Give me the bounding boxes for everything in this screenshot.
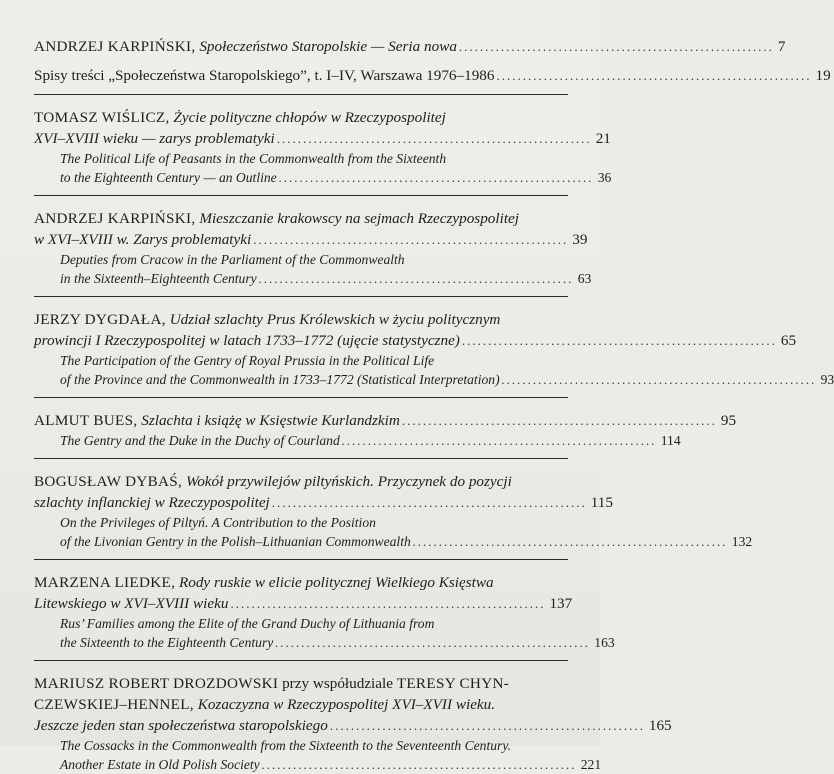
- leader-dots: ............................................................: [458, 39, 774, 54]
- leader-dots: ............................................................: [276, 131, 592, 146]
- entry-page: 65: [780, 332, 797, 349]
- entry-title: Społeczeństwo Staropolskie — Seria nowa: [199, 38, 457, 55]
- leader-dots: ............................................................: [258, 271, 574, 286]
- entry-title-line: Wokół przywilejów piltyńskich. Przyczynek do pozycji: [185, 473, 512, 490]
- translation-line: to the Eighteenth Century — an Outline: [60, 170, 277, 185]
- toc-entry-wislicz: [34, 107, 612, 187]
- entry-title-line: Kozaczyzna w Rzeczypospolitej XVI–XVII wieku.: [197, 696, 496, 713]
- divider: [34, 296, 568, 297]
- translation-page: 63: [577, 271, 592, 286]
- entry-author: ANDRZEJ KARPIŃSKI,: [34, 38, 196, 55]
- translation-page: 163: [594, 635, 615, 650]
- leader-dots: ............................................................: [501, 372, 817, 387]
- leader-dots: ............................................................: [230, 596, 546, 611]
- entry-coauthor: TERESY CHYN-: [396, 675, 510, 692]
- translation-page: 114: [660, 433, 681, 448]
- entry-title-line: XVI–XVIII wieku — zarys problematyki: [34, 130, 275, 147]
- entry-translation: [34, 351, 834, 389]
- entry-title-line: Szlachta i książę w Księstwie Kurlandzkim: [141, 412, 400, 429]
- entry-author: JERZY DYGDAŁA,: [34, 311, 166, 328]
- entry-page: 7: [777, 38, 786, 55]
- entry-page: 19: [815, 67, 831, 84]
- leader-dots: ............................................................: [461, 333, 777, 348]
- entry-page: 137: [549, 595, 573, 612]
- leader-dots: ............................................................: [253, 232, 569, 247]
- divider: [34, 559, 568, 560]
- translation-line: Rus’ Families among the Elite of the Grand Duchy of Lithuania from: [60, 616, 435, 631]
- leader-dots: ............................................................: [412, 534, 728, 549]
- entry-translation: [34, 513, 753, 551]
- entry-translation: [34, 431, 681, 450]
- entry-title-line: szlachty inflanckiej w Rzeczypospolitej: [34, 494, 270, 511]
- translation-line: The Cossacks in the Commonwealth from the Sixteenth to the Seventeenth Century.: [60, 738, 512, 753]
- translation-line: in the Sixteenth–Eighteenth Century: [60, 271, 257, 286]
- translation-line: The Gentry and the Duke in the Duchy of Courland: [60, 433, 340, 448]
- translation-line: On the Privileges of Piltyń. A Contribution to the Position: [60, 515, 376, 530]
- entry-author: ANDRZEJ KARPIŃSKI,: [34, 210, 196, 227]
- entry-page: 21: [595, 130, 611, 147]
- entry-author: MARIUSZ ROBERT DROZDOWSKI: [34, 675, 279, 692]
- leader-dots: ............................................................: [329, 718, 645, 733]
- divider: [34, 94, 568, 95]
- leader-dots: ............................................................: [278, 170, 594, 185]
- translation-page: 93: [820, 372, 834, 387]
- divider: [34, 458, 568, 459]
- entry-title-line: prowincji I Rzeczypospolitej w latach 1733–1772 (ujęcie statystyczne): [34, 332, 460, 349]
- toc-entry-karpinski-2: [34, 208, 592, 288]
- translation-line: the Sixteenth to the Eighteenth Century: [60, 635, 274, 650]
- entry-translation: [34, 149, 612, 187]
- divider: [34, 195, 568, 196]
- toc-entry-dygdala: [34, 309, 834, 389]
- divider: [34, 397, 568, 398]
- translation-line: of the Province and the Commonwealth in 1733–1772 (Statistical Interpretation): [60, 372, 500, 387]
- entry-title-line: w XVI–XVIII w. Zarys problematyki: [34, 231, 252, 248]
- entry-translation: [34, 250, 592, 288]
- entry-title: Spisy treści „Społeczeństwa Staropolskiego”, t. I–IV, Warszawa 1976–1986: [34, 67, 495, 84]
- entry-page: 165: [648, 717, 672, 734]
- translation-page: 221: [580, 757, 602, 772]
- toc-entry-bues: [34, 410, 737, 450]
- divider: [34, 660, 568, 661]
- entry-page: 95: [720, 412, 737, 429]
- leader-dots: ............................................................: [261, 757, 577, 772]
- translation-page: 132: [731, 534, 753, 549]
- translation-line: Another Estate in Old Polish Society: [60, 757, 260, 772]
- toc-entry-dybas: [34, 471, 753, 551]
- entry-page: 115: [590, 494, 613, 511]
- entry-title-line: Rody ruskie w elicie politycznej Wielkiego Księstwa: [178, 574, 494, 591]
- entry-author: MARZENA LIEDKE,: [34, 574, 176, 591]
- entry-coauthor-cont: CZEWSKIEJ–HENNEL,: [34, 696, 194, 713]
- translation-line: The Participation of the Gentry of Royal Prussia in the Political Life: [60, 353, 435, 368]
- entry-translation: [34, 736, 602, 774]
- leader-dots: ............................................................: [496, 68, 812, 83]
- toc-entry-karpinski-1: [34, 36, 786, 57]
- translation-line: of the Livonian Gentry in the Polish–Lithuanian Commonwealth: [60, 534, 411, 549]
- entry-title-line: Życie polityczne chłopów w Rzeczypospolitej: [173, 109, 446, 126]
- entry-title-line: Jeszcze jeden stan społeczeństwa staropolskiego: [34, 717, 328, 734]
- leader-dots: ............................................................: [271, 495, 587, 510]
- toc-entry-liedke: [34, 572, 615, 652]
- entry-translation: [34, 614, 615, 652]
- toc-entry-spisy-tresci: [34, 65, 831, 86]
- entry-title-line: Mieszczanie krakowscy na sejmach Rzeczypospolitej: [199, 210, 520, 227]
- entry-author: ALMUT BUES,: [34, 412, 138, 429]
- translation-line: Deputies from Cracow in the Parliament of the Commonwealth: [60, 252, 405, 267]
- leader-dots: ............................................................: [401, 413, 717, 428]
- toc-entry-drozdowski: [34, 673, 672, 774]
- entry-page: 39: [572, 231, 588, 248]
- entry-author: TOMASZ WIŚLICZ,: [34, 109, 170, 126]
- entry-title-line: Udział szlachty Prus Królewskich w życiu politycznym: [169, 311, 501, 328]
- entry-author: BOGUSŁAW DYBAŚ,: [34, 473, 183, 490]
- translation-line: The Political Life of Peasants in the Commonwealth from the Sixteenth: [60, 151, 447, 166]
- entry-title-line: Litewskiego w XVI–XVIII wieku: [34, 595, 229, 612]
- entry-author-connector: przy współudziale: [278, 675, 397, 692]
- leader-dots: ............................................................: [275, 635, 591, 650]
- leader-dots: ............................................................: [341, 433, 657, 448]
- translation-page: 36: [597, 170, 612, 185]
